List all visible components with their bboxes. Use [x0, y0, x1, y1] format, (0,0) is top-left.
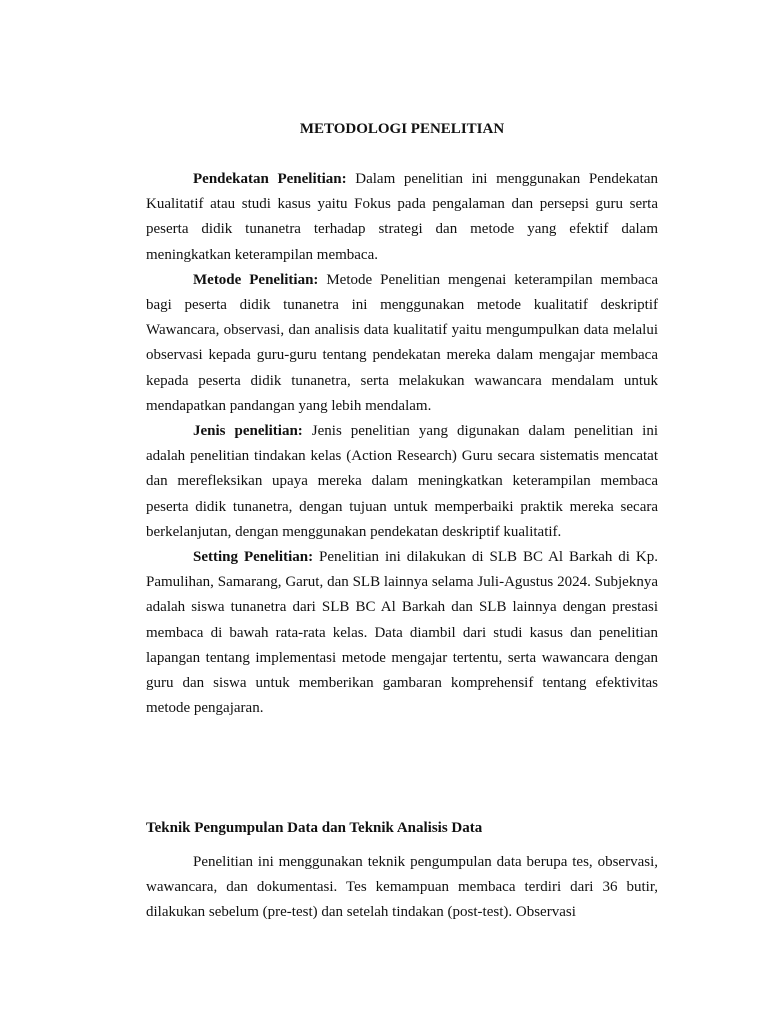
- methodology-body: [146, 167, 658, 721]
- paragraph-data-collection: Penelitian ini menggunakan teknik pengumpulan data berupa tes, observasi, wawancara, dan dokumentasi. Tes kemampuan membaca terdiri dari 36 butir, dilakukan sebelum (pre-test) dan setelah tindakan (post-test). Observasi: [146, 854, 658, 921]
- paragraph-text: Penelitian ini dilakukan di SLB BC Al Barkah di Kp. Pamulihan, Samarang, Garut, dan SLB lainnya selama Juli-Agustus 2024. Subjeknya adalah siswa tunanetra dari SLB BC Al Barkah dan SLB lainnya dengan prestasi membaca di bawah rata-rata kelas. Data diambil dari studi kasus dan penelitian lapangan tentang implementasi metode mengajar tertentu, serta wawancara dengan guru dan siswa untuk memberikan gambaran komprehensif tentang efektivitas metode pengajaran.: [146, 549, 658, 717]
- paragraph-label: Jenis penelitian:: [193, 423, 303, 440]
- page-title: METODOLOGI PENELITIAN: [299, 121, 505, 137]
- section-body: [146, 850, 658, 926]
- section-heading: Teknik Pengumpulan Data dan Teknik Analisis Data: [146, 820, 483, 836]
- paragraph-label: Setting Penelitian:: [193, 549, 314, 566]
- paragraph-text: Metode Penelitian mengenai keterampilan membaca bagi peserta didik tunanetra ini menggunakan metode kualitatif deskriptif Wawancara, observasi, dan analisis data kualitatif yaitu mengumpulkan data melalui observasi kepada guru-guru tentang pendekatan mereka dalam mengajar membaca kepada peserta didik tunanetra, serta melakukan wawancara mendalam untuk mendapatkan pandangan yang lebih mendalam.: [146, 271, 658, 414]
- paragraph-research-type: [146, 419, 658, 545]
- paragraph-text: Dalam penelitian ini menggunakan Pendekatan Kualitatif atau studi kasus yaitu Fokus pada pengalaman dan persepsi guru serta peserta didik tunanetra terhadap strategi dan metode yang efektif dalam meningkatkan keterampilan membaca.: [146, 171, 658, 263]
- paragraph-approach: [146, 167, 658, 268]
- paragraph-method: [146, 268, 658, 419]
- paragraph-label: Pendekatan Penelitian:: [193, 171, 347, 187]
- paragraph-label: Metode Penelitian:: [193, 271, 319, 288]
- paragraph-text: Jenis penelitian yang digunakan dalam penelitian ini adalah penelitian tindakan kelas (Action Research) Guru secara sistematis mencatat dan merefleksikan upaya mereka dalam meningkatkan keterampilan membaca peserta didik tunanetra, dengan tujuan untuk memperbaiki praktik mereka secara berkelanjutan, dengan menggunakan pendekatan deskriptif kualitatif.: [146, 423, 658, 540]
- paragraph-setting: [146, 545, 658, 721]
